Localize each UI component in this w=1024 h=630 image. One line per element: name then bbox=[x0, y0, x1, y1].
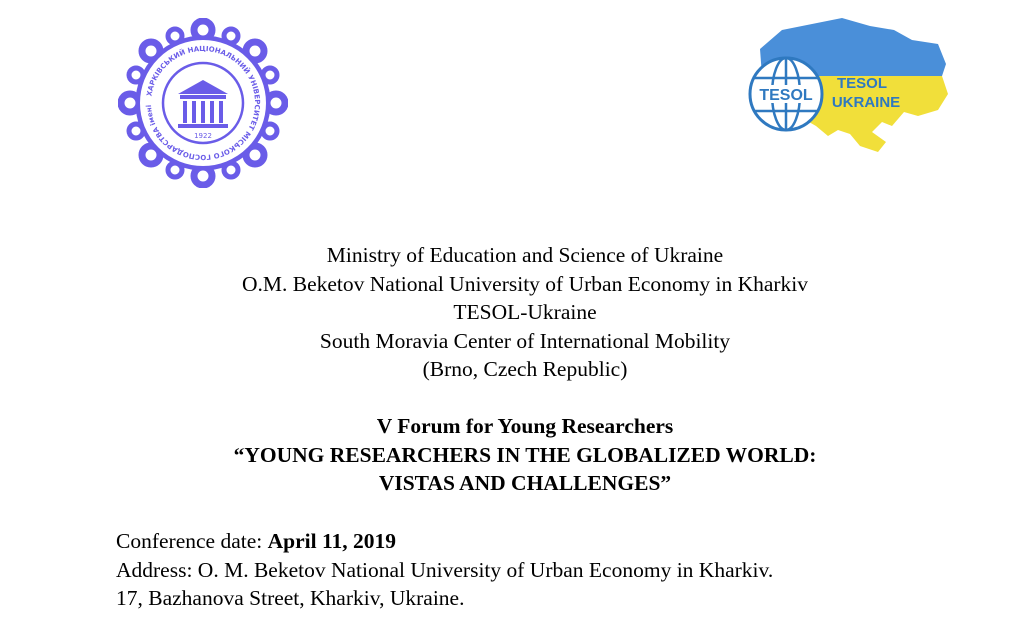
svg-text:ХАРКІВСЬКИЙ НАЦІОНАЛЬНИЙ УНІВЕ: ХАРКІВСЬКИЙ НАЦІОНАЛЬНИЙ УНІВЕРСИТЕТ МІСЬКОГО ГОСПОДАРСТВА імені bbox=[145, 44, 262, 162]
date-label: Conference date: bbox=[116, 529, 268, 553]
svg-text:TESOL: TESOL bbox=[759, 87, 813, 104]
organizer-ministry: Ministry of Education and Science of Ukraine bbox=[326, 243, 724, 267]
ukraine-map-icon bbox=[742, 14, 954, 164]
organizer-tesol: TESOL-Ukraine bbox=[453, 300, 597, 324]
forum-title-line-2: VISTAS AND CHALLENGES” bbox=[378, 471, 672, 495]
address-line-1: Address: O. M. Beketov National University of Urban Economy in Kharkiv. bbox=[116, 557, 774, 582]
address-line-2: 17, Bazhanova Street, Kharkiv, Ukraine. bbox=[116, 586, 465, 610]
organizer-south-moravia: South Moravia Center of International Mobility bbox=[319, 328, 731, 353]
university-seal-logo bbox=[118, 18, 288, 188]
forum-name: V Forum for Young Researchers bbox=[376, 414, 674, 438]
organizers-block bbox=[0, 241, 1024, 384]
conference-date bbox=[116, 527, 773, 556]
forum-title-block bbox=[0, 412, 1024, 498]
svg-text:TESOL: TESOL bbox=[836, 75, 888, 92]
svg-text:UKRAINE: UKRAINE bbox=[831, 94, 901, 111]
forum-title-line-1: “YOUNG RESEARCHERS IN THE GLOBALIZED WORLD: bbox=[233, 442, 817, 467]
svg-text:1922: 1922 bbox=[194, 132, 212, 140]
seal-icon bbox=[118, 18, 288, 188]
date-value: April 11, 2019 bbox=[267, 529, 397, 553]
conference-details bbox=[116, 527, 773, 613]
organizer-university: O.M. Beketov National University of Urban Economy in Kharkiv bbox=[241, 271, 809, 296]
organizer-location: (Brno, Czech Republic) bbox=[422, 357, 628, 381]
tesol-ukraine-logo bbox=[742, 14, 954, 164]
